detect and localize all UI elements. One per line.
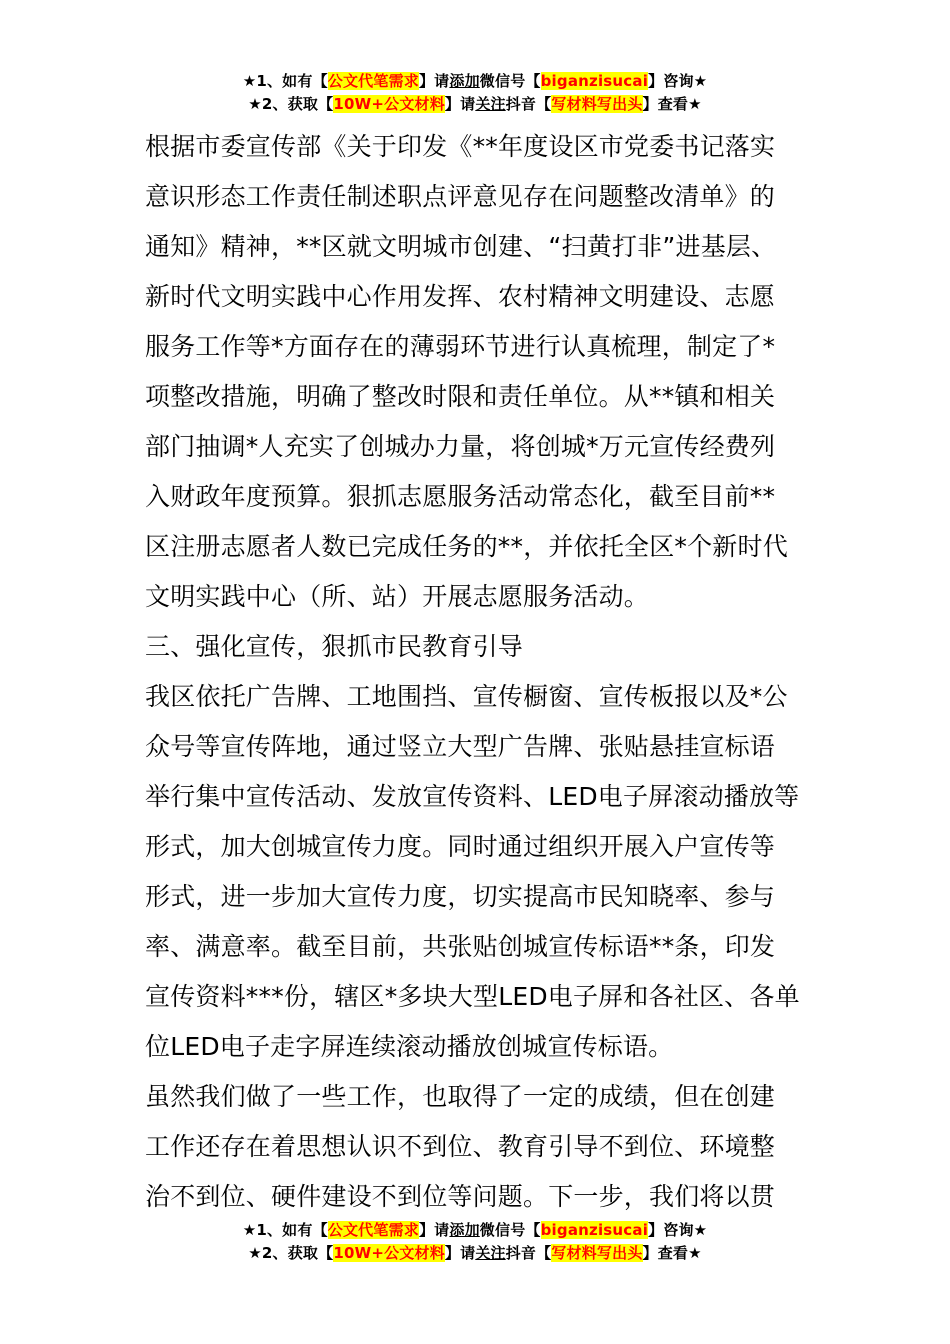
- banner-text: ★1、如有【: [242, 1221, 328, 1239]
- banner-text: 微信号【: [479, 72, 541, 90]
- body-line: 形式，加大创城宣传力度。同时通过组织开展入户宣传等: [145, 832, 776, 861]
- banner-text: 】请: [418, 1221, 450, 1239]
- banner-text: 】咨询★: [648, 1221, 708, 1239]
- banner-highlight: 公文代笔需求: [327, 1221, 419, 1239]
- banner-underline: 添加: [449, 1221, 480, 1239]
- footer-banner: [0, 1219, 950, 1265]
- body-line: 通知》精神，**区就文明城市创建、“扫黄打非”进基层、: [145, 232, 777, 261]
- banner-highlight: 10W+公文材料: [333, 95, 445, 113]
- banner-text: 】请: [444, 95, 476, 113]
- body-line: 项整改措施，明确了整改时限和责任单位。从**镇和相关: [145, 382, 776, 411]
- banner-highlight: 公文代笔需求: [327, 72, 419, 90]
- banner-highlight: biganzisucai: [540, 72, 649, 90]
- banner-text: ★2、获取【: [248, 95, 334, 113]
- document-body: [145, 122, 825, 1222]
- banner-line-2: [0, 1242, 950, 1265]
- banner-text: ★1、如有【: [242, 72, 328, 90]
- banner-text: 抖音【: [505, 95, 552, 113]
- banner-text: 微信号【: [479, 1221, 541, 1239]
- banner-highlight: 写材料写出头: [551, 1244, 643, 1262]
- header-banner: [0, 70, 950, 116]
- banner-text: 】咨询★: [648, 72, 708, 90]
- banner-text: ★2、获取【: [248, 1244, 334, 1262]
- body-line: 部门抽调*人充实了创城办力量，将创城*万元宣传经费列: [145, 432, 776, 461]
- body-line: 三、强化宣传，狠抓市民教育引导: [145, 632, 524, 661]
- banner-underline: 关注: [475, 1244, 506, 1262]
- body-line: 举行集中宣传活动、发放宣传资料、LED电子屏滚动播放等: [145, 782, 800, 811]
- body-line: 我区依托广告牌、工地围挡、宣传橱窗、宣传板报以及*公: [145, 682, 788, 711]
- body-line: 根据市委宣传部《关于印发《**年度设区市党委书记落实: [145, 132, 776, 161]
- body-line: 服务工作等*方面存在的薄弱环节进行认真梳理，制定了*: [145, 332, 776, 361]
- body-line: 虽然我们做了一些工作，也取得了一定的成绩，但在创建: [145, 1082, 776, 1111]
- banner-highlight: biganzisucai: [540, 1221, 649, 1239]
- body-line: 新时代文明实践中心作用发挥、农村精神文明建设、志愿: [145, 282, 776, 311]
- body-line: 宣传资料***份，辖区*多块大型LED电子屏和各社区、各单: [145, 982, 800, 1011]
- banner-underline: 关注: [475, 95, 506, 113]
- banner-text: 】请: [444, 1244, 476, 1262]
- banner-underline: 添加: [449, 72, 480, 90]
- banner-text: 抖音【: [505, 1244, 552, 1262]
- banner-highlight: 写材料写出头: [551, 95, 643, 113]
- body-line: 入财政年度预算。狠抓志愿服务活动常态化，截至目前**: [145, 482, 776, 511]
- body-line: 形式，进一步加大宣传力度，切实提高市民知晓率、参与: [145, 882, 776, 911]
- body-line: 意识形态工作责任制述职点评意见存在问题整改清单》的: [145, 182, 776, 211]
- banner-line-1: [0, 70, 950, 93]
- body-line: 工作还存在着思想认识不到位、教育引导不到位、环境整: [145, 1132, 776, 1161]
- body-line: 区注册志愿者人数已完成任务的**，并依托全区*个新时代: [145, 532, 788, 561]
- banner-line-1: [0, 1219, 950, 1242]
- body-line: 众号等宣传阵地，通过竖立大型广告牌、张贴悬挂宣标语: [145, 732, 776, 761]
- banner-text: 】查看★: [642, 95, 702, 113]
- body-line: 率、满意率。截至目前，共张贴创城宣传标语**条，印发: [145, 932, 776, 961]
- banner-highlight: 10W+公文材料: [333, 1244, 445, 1262]
- banner-text: 】请: [418, 72, 450, 90]
- banner-line-2: [0, 93, 950, 116]
- body-line: 位LED电子走字屏连续滚动播放创城宣传标语。: [145, 1032, 674, 1061]
- banner-text: 】查看★: [642, 1244, 702, 1262]
- body-line: 治不到位、硬件建设不到位等问题。下一步，我们将以贯: [145, 1182, 776, 1211]
- body-line: 文明实践中心（所、站）开展志愿服务活动。: [145, 582, 650, 611]
